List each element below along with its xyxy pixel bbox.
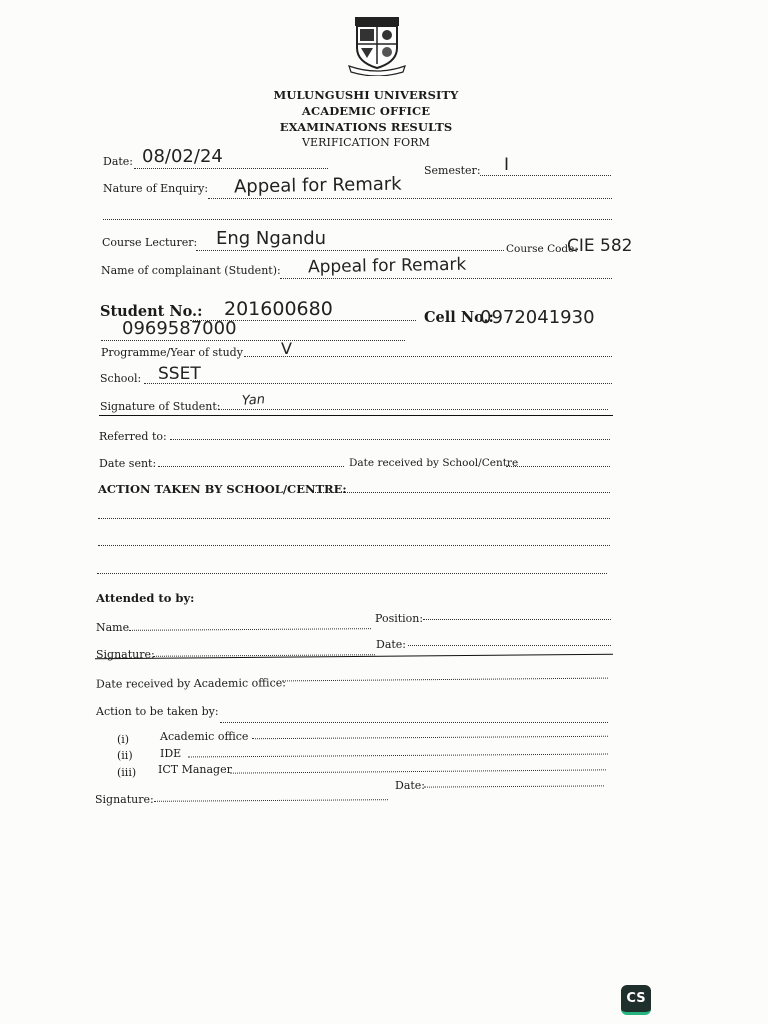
action-line-2[interactable] bbox=[98, 518, 610, 519]
office-name: ACADEMIC OFFICE bbox=[301, 104, 431, 118]
academic-date-received-label: Date received by Academic office: bbox=[95, 676, 286, 691]
cell-no-line-2[interactable] bbox=[101, 340, 405, 341]
action-taken-by-heading: Action to be taken by: bbox=[96, 705, 219, 718]
action-line-4[interactable] bbox=[97, 573, 607, 574]
academic-item-label-1: Academic office bbox=[160, 730, 249, 743]
lecturer-label: Course Lecturer: bbox=[102, 236, 198, 249]
academic-date-received-line[interactable] bbox=[282, 678, 608, 682]
attended-name-line[interactable] bbox=[129, 628, 371, 631]
department-name: EXAMINATIONS RESULTS bbox=[279, 120, 453, 134]
date-value: 08/02/24 bbox=[142, 146, 223, 167]
referred-line[interactable] bbox=[170, 439, 610, 440]
programme-value: V bbox=[281, 339, 292, 358]
referred-label: Referred to: bbox=[99, 430, 167, 443]
academic-date-line[interactable] bbox=[424, 785, 604, 787]
action-line-3[interactable] bbox=[98, 545, 610, 546]
school-label: School: bbox=[100, 372, 142, 385]
signature-student-label: Signature of Student: bbox=[100, 400, 221, 413]
school-value: SSET bbox=[158, 364, 201, 384]
enquiry-value: Appeal for Remark bbox=[233, 173, 402, 198]
student-no-value: 201600680 bbox=[224, 298, 333, 320]
attended-date-line[interactable] bbox=[408, 645, 611, 646]
cell-no-value-2: 0969587000 bbox=[122, 318, 237, 339]
course-code-label: Course Code: bbox=[506, 243, 578, 255]
enquiry-line-2[interactable] bbox=[103, 219, 612, 220]
date-received-school-line[interactable] bbox=[506, 466, 610, 467]
academic-item-num-1: (i) bbox=[117, 733, 130, 746]
enquiry-line[interactable] bbox=[208, 198, 612, 199]
academic-date-label: Date: bbox=[395, 779, 426, 792]
semester-label: Semester: bbox=[424, 164, 481, 177]
lecturer-line[interactable] bbox=[196, 250, 504, 251]
attended-position-line[interactable] bbox=[423, 619, 611, 620]
lecturer-value: Eng Ngandu bbox=[216, 228, 327, 249]
university-crest-logo bbox=[346, 14, 408, 76]
programme-line[interactable] bbox=[244, 356, 612, 357]
academic-item-line-3[interactable] bbox=[230, 769, 606, 773]
complainant-line[interactable] bbox=[280, 278, 612, 279]
academic-signature-line[interactable] bbox=[154, 799, 388, 802]
date-sent-line[interactable] bbox=[158, 466, 344, 467]
semester-value: I bbox=[504, 155, 510, 175]
academic-item-num-3: (iii) bbox=[117, 766, 137, 779]
section-divider-1 bbox=[99, 415, 613, 416]
date-received-school-label: Date received by School/Centre bbox=[349, 457, 519, 469]
semester-line[interactable] bbox=[480, 175, 611, 176]
attended-signature-label: Signature: bbox=[96, 648, 155, 661]
date-label: Date: bbox=[103, 155, 134, 168]
attended-heading: Attended to by: bbox=[96, 591, 195, 605]
attended-name-label: Name bbox=[96, 621, 130, 634]
attended-date-label: Date: bbox=[376, 638, 407, 651]
academic-item-label-2: IDE bbox=[160, 747, 182, 760]
student-signature: Yan bbox=[241, 392, 266, 409]
academic-item-line-1[interactable] bbox=[252, 736, 608, 739]
action-taken-by-line[interactable] bbox=[220, 722, 608, 723]
complainant-label: Name of complainant (Student): bbox=[101, 264, 281, 277]
attended-position-label: Position: bbox=[375, 612, 424, 625]
academic-item-line-2[interactable] bbox=[188, 754, 608, 758]
student-no-label: Student No.: bbox=[100, 303, 203, 320]
university-name: MULUNGUSHI UNIVERSITY bbox=[273, 88, 459, 102]
cell-no-value: 0972041930 bbox=[480, 307, 595, 328]
cell-no-label: Cell No.: bbox=[424, 309, 494, 326]
form-title: VERIFICATION FORM bbox=[301, 136, 431, 149]
academic-signature-label: Signature: bbox=[95, 793, 154, 806]
course-code-value: CIE 582 bbox=[567, 236, 633, 256]
school-line[interactable] bbox=[144, 383, 612, 384]
camscanner-badge-icon: CS bbox=[621, 985, 651, 1015]
programme-label: Programme/Year of study bbox=[101, 346, 243, 359]
signature-student-line[interactable] bbox=[218, 409, 608, 410]
action-line-1[interactable] bbox=[315, 492, 610, 493]
academic-item-num-2: (ii) bbox=[117, 749, 133, 762]
action-heading: ACTION TAKEN BY SCHOOL/CENTRE: bbox=[98, 482, 347, 496]
date-line[interactable] bbox=[134, 168, 328, 169]
date-sent-label: Date sent: bbox=[99, 457, 157, 470]
enquiry-label: Nature of Enquiry: bbox=[103, 182, 209, 195]
complainant-value: Appeal for Remark bbox=[307, 254, 467, 278]
academic-item-label-3: ICT Manager bbox=[158, 763, 232, 776]
